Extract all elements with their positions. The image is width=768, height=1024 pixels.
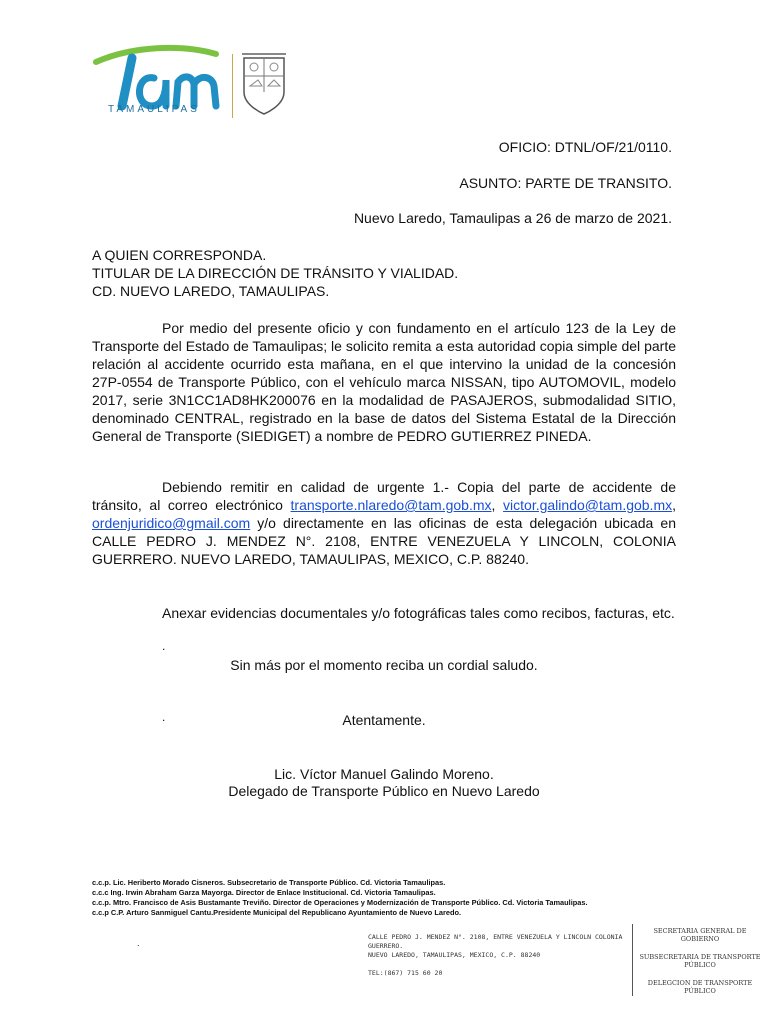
oficio-number: OFICIO: DTNL/OF/21/0110. xyxy=(498,139,672,155)
footer-divider xyxy=(632,924,633,996)
body-paragraph-3: Anexar evidencias documentales y/o fotográficas tales como recibos, facturas, etc. xyxy=(162,605,675,621)
cc-item: c.c.p C.P. Arturo Sanmiguel Cantu.Presidente Municipal del Republicano Ayuntamiento de Nuevo Laredo. xyxy=(92,908,462,917)
p2-sep-2: , xyxy=(672,497,677,513)
footer-dept-2: SUBSECRETARIA DE TRANSPORTE PÚBLICO xyxy=(639,953,761,969)
footer-dept-3: DELEGCION DE TRANSPORTE PÚBLICO xyxy=(647,979,753,995)
dot-mark: . xyxy=(162,639,166,653)
cc-item: c.c.p. Lic. Heriberto Morado Cisneros. Subsecretario de Transporte Público. Cd. Victoria Tamaulipas. xyxy=(92,878,446,887)
logo-divider xyxy=(232,54,233,118)
cc-item: c.c.p. Mtro. Francisco de Asis Bustamante Treviño. Director de Operaciones y Modernización de Transporte Público. Cd. Victoria Tamaulipas. xyxy=(92,898,588,907)
recipient-line-1: A QUIEN CORRESPONDA. xyxy=(92,247,267,263)
cc-list xyxy=(92,878,692,918)
footer-address xyxy=(368,933,630,978)
p2-end: y/o directamente en las oficinas de esta delegación ubicada en CALLE PEDRO J. MENDEZ N°. 2108, ENTRE VENEZUELA Y LINCOLN, COLONIA GUERRERO. NUEVO LAREDO, TAMAULIPAS, MEXICO, C.P. 88240. xyxy=(92,515,676,567)
footer-dept-1: SECRETARIA GENERAL DE GOBIERNO xyxy=(653,927,747,943)
signature-name: Lic. Víctor Manuel Galindo Moreno. xyxy=(274,766,494,782)
cc-item: c.c.c Ing. Irwin Abraham Garza Mayorga. Director de Enlace Institucional. Cd. Victoria Tamaulipas. xyxy=(92,888,436,897)
recipient-block xyxy=(92,246,676,300)
p2-start: Debiendo remitir en calidad de urgente 1.- Copia del parte de accidente de tránsito, al correo electrónico xyxy=(92,479,676,513)
footer-dot: . xyxy=(137,938,140,948)
closing-line: Sin más por el momento reciba un cordial saludo. xyxy=(230,657,538,673)
dot-mark-2: . xyxy=(162,710,166,724)
date-line: Nuevo Laredo, Tamaulipas a 26 de marzo de 2021. xyxy=(353,210,672,226)
recipient-line-2: TITULAR DE LA DIRECCIÓN DE TRÁNSITO Y VIALIDAD. xyxy=(92,265,459,281)
asunto-line: ASUNTO: PARTE DE TRANSITO. xyxy=(459,175,672,191)
state-seal-icon xyxy=(240,52,288,118)
email-link-transporte[interactable]: transporte.nlaredo@tam.gob.mx xyxy=(290,497,492,513)
email-link-ordenjuridico[interactable]: ordenjuridico@gmail.com xyxy=(92,515,251,531)
footer-address-line-2: NUEVO LAREDO, TAMAULIPAS, MEXICO, C.P. 88240 xyxy=(368,951,541,959)
logo-brand-text xyxy=(92,44,94,45)
footer-telephone: TEL:(867) 715 60 20 xyxy=(368,969,443,977)
signature-title: Delegado de Transporte Público en Nuevo Laredo xyxy=(228,783,540,799)
footer-address-line-1: CALLE PEDRO J. MENDEZ N°. 2108, ENTRE VENEZUELA Y LINCOLN COLONIA GUERRERO. xyxy=(368,933,623,950)
recipient-line-3: CD. NUEVO LAREDO, TAMAULIPAS. xyxy=(92,283,330,299)
atentamente-line: Atentamente. xyxy=(342,712,426,728)
logo-subtitle: TAMAULIPAS xyxy=(108,104,200,115)
p2-sep-1: , xyxy=(491,497,504,513)
body-paragraph-2 xyxy=(92,478,676,568)
email-link-victor[interactable]: victor.galindo@tam.gob.mx xyxy=(503,497,673,513)
body-paragraph-1: Por medio del presente oficio y con fundamento en el artículo 123 de la Ley de Transporte del Estado de Tamaulipas; le solicito remita a esta autoridad copia simple del parte relación al accidente ocurrido esta mañana, en el que intervino la unidad de la concesión 27P-0554 de Transporte Público, con el vehículo marca NISSAN, tipo AUTOMOVIL, modelo 2017, serie 3N1CC1AD8HK200076 en la modalidad de PASAJEROS, submodalidad SITIO, denominado CENTRAL, registrado en la base de datos del Sistema Estatal de la Dirección General de Transporte (SIEDIGET) a nombre de PEDRO GUTIERREZ PINEDA. xyxy=(92,320,676,444)
